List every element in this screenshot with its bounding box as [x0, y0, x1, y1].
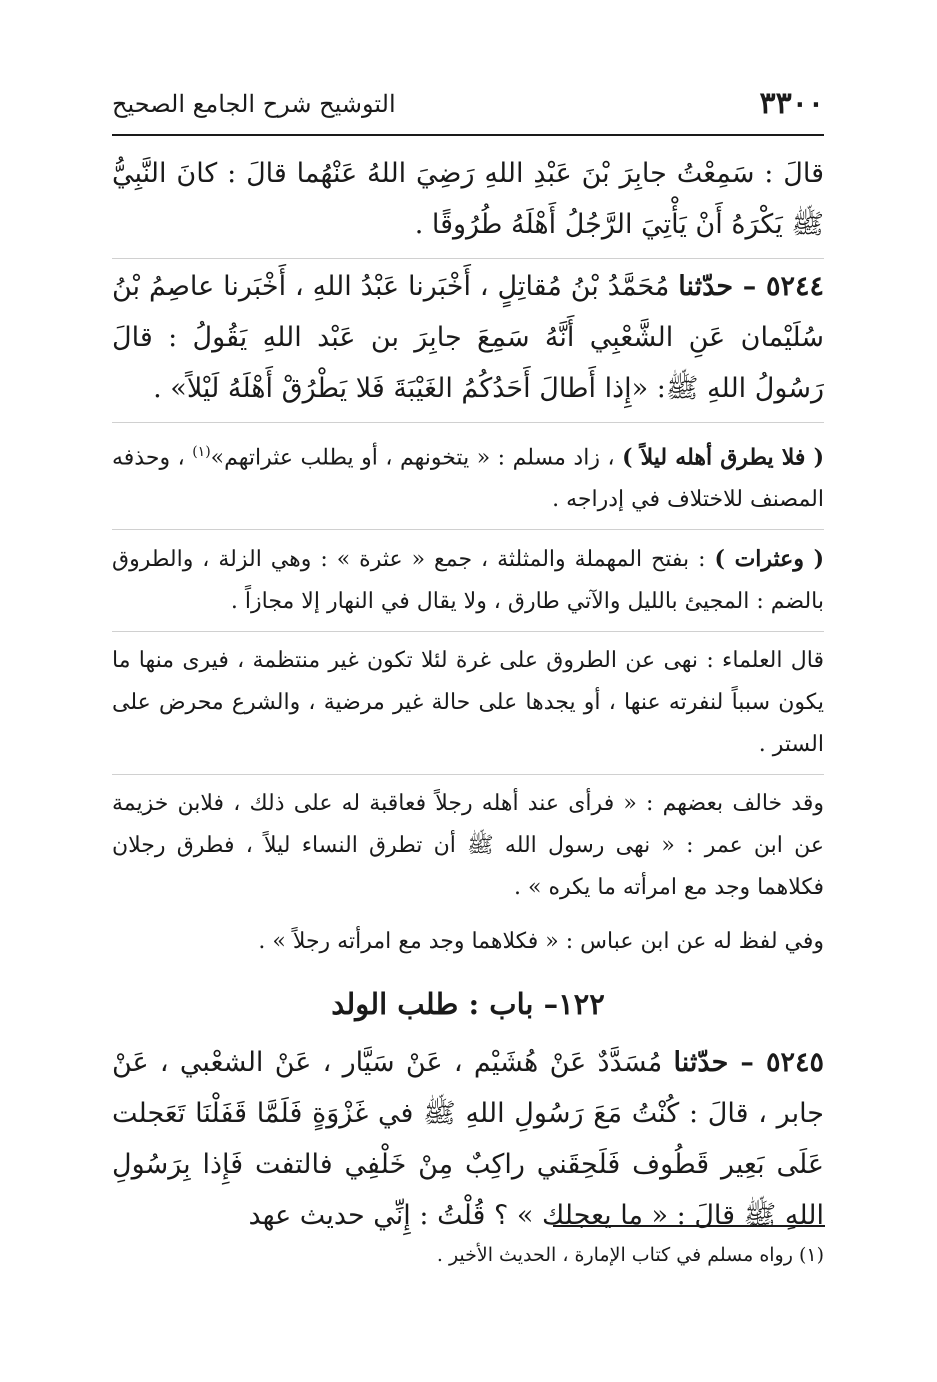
- commentary-text: : بفتح المهملة والمثلثة ، جمع « عثرة » : وهي الزلة ، والطروق بالضم : المجيئ بالليل والآتي طارق ، ولا يقال في النهار إلا مجازاً .: [112, 547, 824, 615]
- commentary-paragraph: [112, 634, 824, 772]
- footnote-marker: (١): [192, 444, 211, 460]
- paragraph-divider: [112, 258, 824, 259]
- footnote: (١) رواه مسلم في كتاب الإمارة ، الحديث الأخير .: [436, 1244, 824, 1266]
- page-number: ٣٣٠٠: [759, 86, 824, 121]
- commentary-text: وقد خالف بعضهم : « فرأى عند أهله رجلاً فعاقبة له على ذلك ، فلابن خزيمة عن ابن عمر : « نهى رسول الله ﷺ أن تطرق النساء ليلاً ، فطرق رجلان فكلاهما وجد مع امرأته ما يكره » .: [112, 791, 824, 901]
- hadith-body: مُسَدَّدٌ عَنْ هُشَيْم ، عَنْ سَيَّار ، عَنْ الشعْبي ، عَنْ جابر ، قالَ : كُنْتُ مَعَ رَسُولِ اللهِ ﷺ في غَزْوَةٍ فَلَمَّا قَفَلْنَا تَعَجلت عَلَى بَعِير قَطُوف فَلَحِقَني راكِبٌ مِنْ خَلْفِي فالتفت فَإِذا بِرَسُولِ اللهِ ﷺ قالَ : « ما يعجلك » ؟ قُلْتُ : إِنِّي حديث عهد: [112, 1047, 824, 1232]
- commentary-keyword: ( وعثرات ): [714, 546, 824, 573]
- commentary-paragraph: [112, 777, 824, 915]
- commentary-paragraph: [112, 915, 824, 969]
- hadith-5245: [112, 1037, 824, 1247]
- hadith-text-continued: [112, 140, 824, 256]
- running-title: التوشيح شرح الجامع الصحيح: [112, 90, 396, 118]
- commentary-paragraph: [112, 532, 824, 629]
- commentary-text: ، زاد مسلم : « يتخونهم ، أو يطلب عثراتهم»: [210, 445, 623, 471]
- paragraph-divider: [112, 774, 824, 775]
- commentary-text: وفي لفظ له عن ابن عباس : « فكلاهما وجد مع امرأته رجلاً » .: [258, 929, 824, 955]
- hadith-number: ٥٢٤٥ – حدّثنا: [673, 1047, 824, 1079]
- commentary-text: ، وحذفه المصنف للاختلاف في إدراجه .: [112, 445, 824, 513]
- paragraph-divider: [112, 422, 824, 423]
- page-body: [112, 140, 825, 1232]
- hadith-continuation: قالَ : سَمِعْتُ جابِرَ بْنَ عَبْدِ اللهِ رَضِيَ اللهُ عَنْهُما قالَ : كانَ النَّبِيُّ ﷺ يَكْرَهُ أَنْ يَأْتِيَ الرَّجُلُ أَهْلَهُ طُرُوقًا .: [112, 158, 824, 240]
- hadith-body: مُحَمَّدُ بْنُ مُقاتِلٍ ، أَخْبَرنا عَبْدُ اللهِ ، أَخْبَرنا عاصِمُ بْنُ سُلَيْمان عَنِ الشَّعْبِي أَنَّهُ سَمِعَ جابِرَ بن عَبْد اللهِ يَقُولُ : قالَ رَسُولُ اللهِ ﷺ: «إِذا أَطالَ أَحَدُكُمُ الغَيْبَةَ فَلا يَطْرُقْ أَهْلَهُ لَيْلاً» .: [112, 271, 824, 404]
- hadith-number: ٥٢٤٤ – حدّثنا: [678, 271, 824, 302]
- page-header: [112, 84, 824, 128]
- commentary-text: قال العلماء : نهى عن الطروق على غرة لئلا تكون غير منتظمة ، فيرى منها ما يكون سبباً لنفرته عنها ، أو يجدها على حالة غير مرضية ، والشرع محرض على الستر .: [112, 648, 824, 758]
- header-rule: [112, 134, 824, 136]
- paragraph-divider: [112, 631, 824, 632]
- hadith-5244: [112, 261, 824, 420]
- commentary-paragraph: [112, 425, 824, 527]
- footnote-rule: [553, 1225, 825, 1227]
- commentary-keyword: ( فلا يطرق أهله ليلاً ): [622, 444, 825, 471]
- paragraph-divider: [112, 529, 824, 530]
- chapter-heading: ١٢٢– باب : طلب الولد: [331, 987, 605, 1022]
